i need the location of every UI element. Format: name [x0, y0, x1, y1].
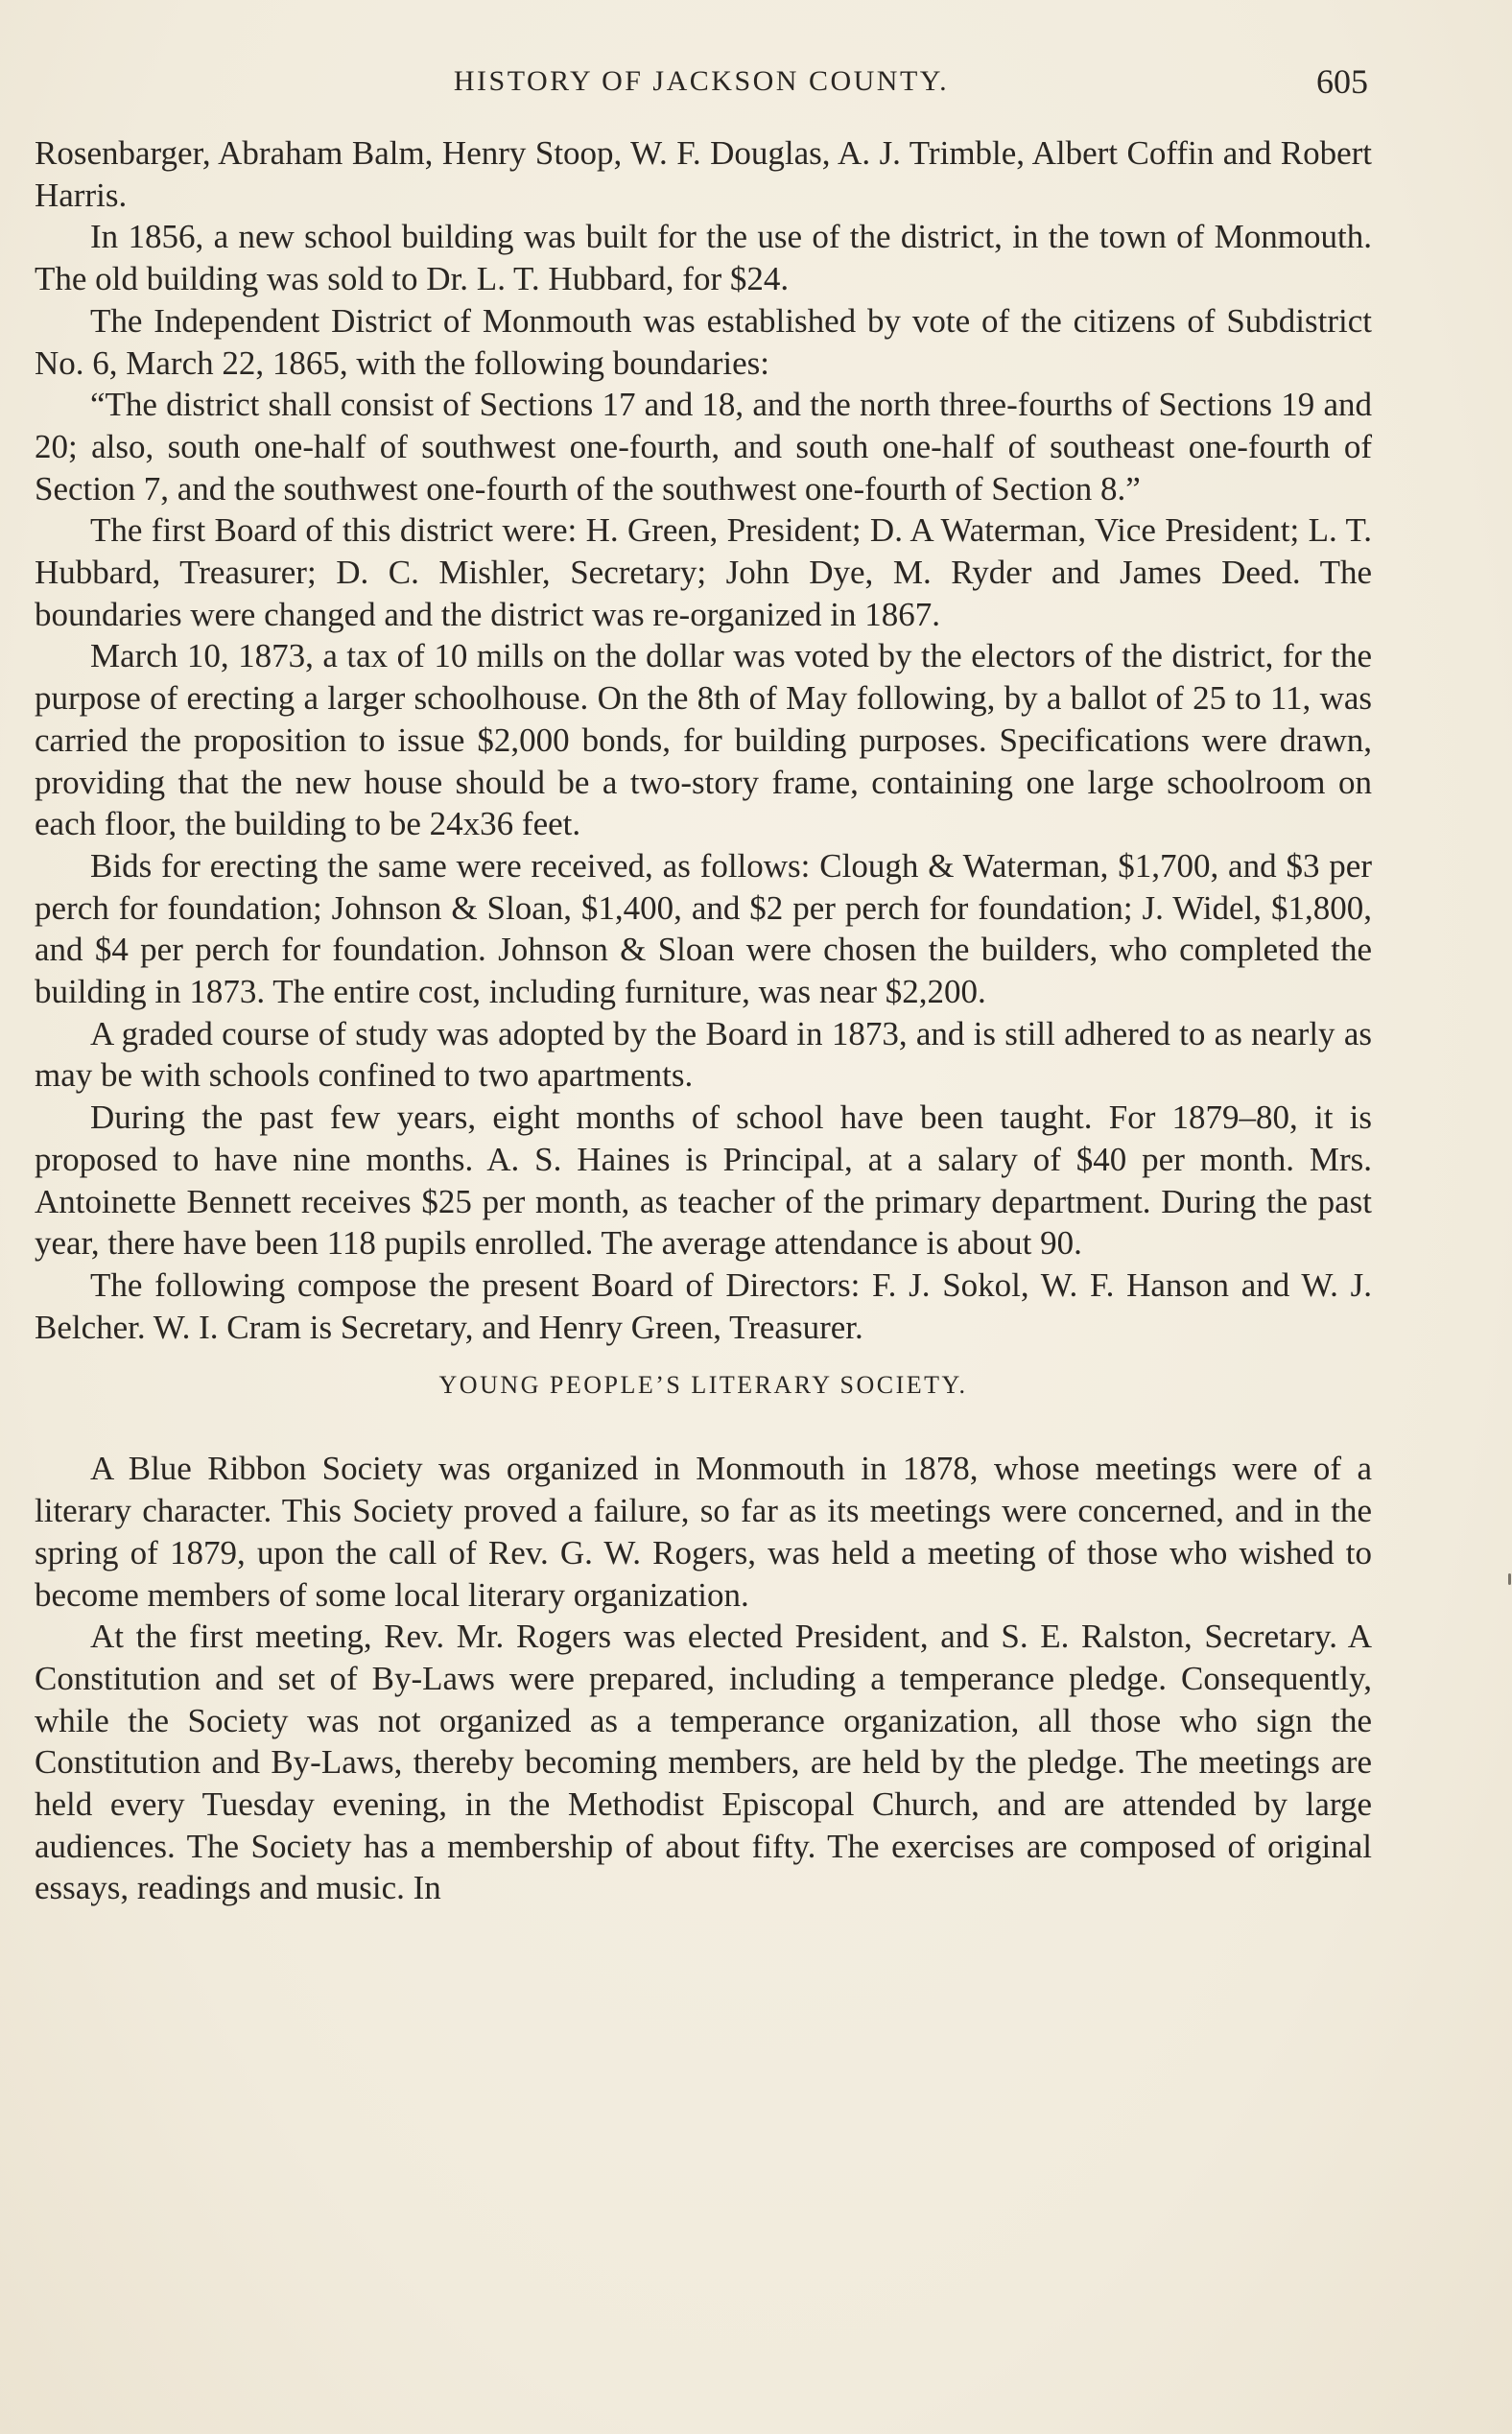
paragraph-graded-course: A graded course of study was adopted by the Board in 1873, and is still adhered to as nearly as may be with schools confined to two apartments.	[35, 1014, 1372, 1095]
running-title: HISTORY OF JACKSON COUNTY.	[453, 65, 950, 97]
paragraph-independent-district: The Independent District of Monmouth was established by vote of the citizens of Subdistrict No. 6, March 22, 1865, with the following boundaries:	[35, 301, 1372, 382]
paragraph-new-school-building: In 1856, a new school building was built for the use of the district, in the town of Monmouth. The old building was sold to Dr. L. T. Hubbard, for $24.	[35, 218, 1372, 298]
text-column	[35, 132, 1372, 1909]
section-heading: YOUNG PEOPLE’S LITERARY SOCIETY.	[438, 1371, 968, 1400]
paragraph-first-board: The first Board of this district were: H. Green, President; D. A Waterman, Vice President; L. T. Hubbard, Treasurer; D. C. Mishler, Secretary; John Dye, M. Ryder and James Deed. The boundaries were changed and the district was re-organized in 1867.	[35, 511, 1372, 633]
page-number: 605	[1316, 62, 1368, 101]
paragraph-first-meeting: At the first meeting, Rev. Mr. Rogers was elected President, and S. E. Ralston, Secretary. A Constitution and set of By-Laws were prepared, including a temperance pledge. Consequently, while the Society was not organized as a temperance organization, all those who sign the Constitution and By-Laws, thereby becoming members, are held by the pledge. The meetings are held every Tuesday evening, in the Methodist Episcopal Church, and are attended by large audiences. The Society has a membership of about fifty. The exercises are composed of original essays, readings and music. In	[35, 1618, 1372, 1907]
paragraph-board-of-directors: The following compose the present Board of Directors: F. J. Sokol, W. F. Hanson and W. J. Belcher. W. I. Cram is Secretary, and Henry Green, Treasurer.	[35, 1265, 1372, 1346]
paper-speck	[1508, 1573, 1511, 1585]
paragraph-boundaries-quote: “The district shall consist of Sections 17 and 18, and the north three-fourths of Sections 19 and 20; also, south one-half of southwest one-fourth, and south one-half of southeast one-fourth of Section 7, and the southwest one-fourth of the southwest one-fourth of Section 8.”	[35, 386, 1372, 508]
paragraph-tax-vote: March 10, 1873, a tax of 10 mills on the dollar was voted by the electors of the district, for the purpose of erecting a larger schoolhouse. On the 8th of May following, by a ballot of 25 to 11, was carried the proposition to issue $2,000 bonds, for building purposes. Specifications were drawn, providing that the new house should be a two-story frame, containing one large schoolroom on each floor, the building to be 24x36 feet.	[35, 637, 1372, 843]
page-header	[35, 58, 1368, 106]
paragraph-school-months: During the past few years, eight months of school have been taught. For 1879–80, it is proposed to have nine months. A. S. Haines is Principal, at a salary of $40 per month. Mrs. Antoinette Bennett receives $25 per month, as teacher of the primary department. During the past year, there have been 118 pupils enrolled. The average attendance is about 90.	[35, 1099, 1372, 1263]
paragraph-bids: Bids for erecting the same were received, as follows: Clough & Waterman, $1,700, and $3 per perch for foundation; Johnson & Sloan, $1,400, and $2 per perch for foundation; J. Widel, $1,800, and $4 per perch for foundation. Johnson & Sloan were chosen the builders, who completed the building in 1873. The entire cost, including furniture, was near $2,200.	[35, 846, 1372, 1011]
paragraph-continuation: Rosenbarger, Abraham Balm, Henry Stoop, W. F. Douglas, A. J. Trimble, Albert Coffin and Robert Harris.	[35, 134, 1372, 214]
paragraph-blue-ribbon-society: A Blue Ribbon Society was organized in Monmouth in 1878, whose meetings were of a literary character. This Society proved a failure, so far as its meetings were concerned, and in the spring of 1879, upon the call of Rev. G. W. Rogers, was held a meeting of those who wished to become members of some local literary organization.	[35, 1450, 1372, 1614]
